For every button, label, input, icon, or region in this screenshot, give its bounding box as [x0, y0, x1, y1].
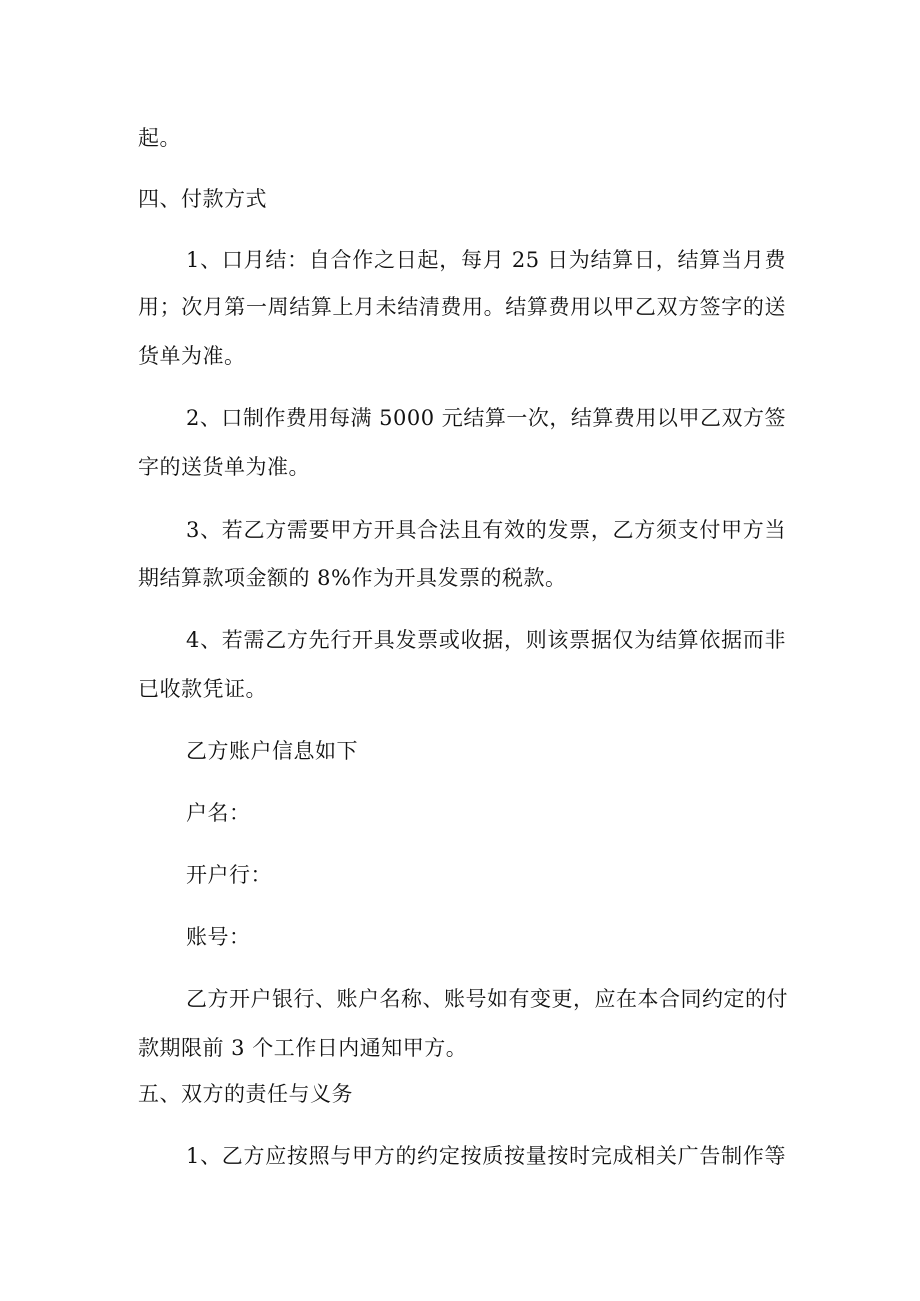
bank-label: 开户行：	[186, 863, 272, 887]
clause-1-line-2: 用；次月第一周结算上月未结清费用。结算费用以甲乙双方签字的送	[138, 295, 786, 319]
responsibility-clause-1-line-1: 1、乙方应按照与甲方的约定按质按量按时完成相关广告制作等	[186, 1144, 786, 1168]
clause-3-line-2: 期结算款项金额的 8%作为开具发票的税款。	[138, 566, 567, 590]
section-heading-payment-method: 四、付款方式	[138, 187, 267, 211]
clause-3-line-1: 3、若乙方需要甲方开具合法且有效的发票，乙方须支付甲方当	[186, 518, 786, 542]
clause-2-line-1: 2、口制作费用每满 5000 元结算一次，结算费用以甲乙双方签	[186, 406, 786, 430]
clause-2-line-2: 字的送货单为准。	[138, 455, 310, 479]
clause-4-line-2: 已收款凭证。	[138, 677, 267, 701]
account-change-line-2: 款期限前 3 个工作日内通知甲方。	[138, 1036, 468, 1060]
text-line-continuation: 起。	[138, 126, 181, 150]
clause-4-line-1: 4、若需乙方先行开具发票或收据，则该票据仅为结算依据而非	[186, 628, 786, 652]
clause-1-line-3: 货单为准。	[138, 344, 246, 368]
account-info-heading: 乙方账户信息如下	[186, 739, 358, 763]
account-change-line-1: 乙方开户银行、账户名称、账号如有变更，应在本合同约定的付	[186, 987, 788, 1011]
section-heading-responsibilities: 五、双方的责任与义务	[138, 1082, 353, 1106]
clause-1-line-1: 1、口月结：自合作之日起，每月 25 日为结算日，结算当月费	[186, 248, 786, 272]
account-name-label: 户名：	[186, 801, 251, 825]
account-number-label: 账号：	[186, 925, 251, 949]
